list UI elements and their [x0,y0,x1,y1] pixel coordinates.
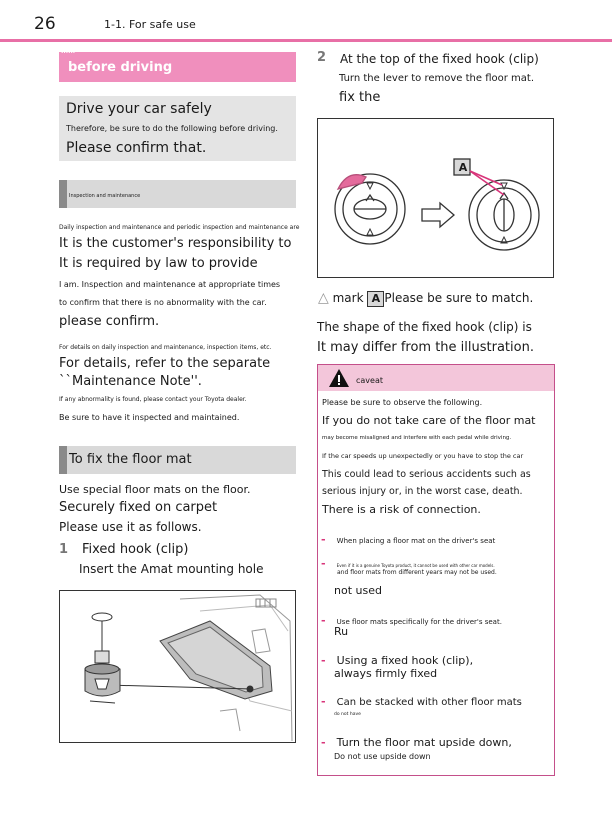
caution-header [318,365,554,391]
caution-bullet [321,609,502,628]
inspection-line: For details on daily inspection and maintenance, inspection items, etc. [59,344,272,351]
caution-line: Please be sure to observe the following. [322,398,483,407]
caution-line: There is a risk of connection. [322,503,481,516]
step-2-title: At the top of the fixed hook (clip) [340,52,539,66]
warning-icon [328,368,350,392]
caution-bullet [321,528,495,547]
bullet-marker: - [321,533,326,546]
bullet-marker: - [321,695,326,708]
intro-line-1: Drive your car safely [66,101,212,117]
section-title: 1-1. For safe use [104,18,196,31]
page-number: 26 [34,14,56,34]
inspection-line: Daily inspection and maintenance and periodic inspection and maintenance are [59,224,300,231]
bullet-subtext: do not have [334,712,361,717]
shape-line: The shape of the fixed hook (clip) is [317,320,532,334]
bullet-subtext: and floor mats from different years may not be used. [337,569,497,576]
step-2-number: 2 [317,50,327,65]
bullet-text: When placing a floor mat on the driver's seat [336,537,496,545]
banner-title: before driving [68,60,173,75]
inspection-line: I am. Inspection and maintenance at appropriate times [59,280,281,289]
bullet-subtext: not used [334,584,382,597]
inspection-line: It is required by law to provide [59,256,258,271]
mark-text: mark [332,291,364,305]
inspection-line: please confirm. [59,314,160,329]
step-2-detail: Turn the lever to remove the floor mat. [339,73,535,84]
inspection-line: Be sure to have it inspected and maintained. [59,413,240,422]
caution-bullet [321,649,473,668]
mark-letter-box: A [367,291,384,307]
bullet-text: Using a fixed hook (clip), [336,654,474,667]
header-rule [0,39,612,42]
bullet-marker: - [321,614,326,627]
caution-label: caveat [356,376,383,385]
inspection-line: It is the customer's responsibility to [59,236,292,251]
inspection-line: to confirm that there is no abnormality with the car. [59,298,267,307]
caution-line: serious injury or, in the worst case, death. [322,486,523,497]
caution-bullet [321,690,522,709]
mark-after-text: Please be sure to match. [384,291,534,305]
bullet-subtext: Ru [334,625,349,638]
intro-line-3: Please confirm that. [66,140,207,156]
caution-line: If you do not take care of the floor mat [322,414,536,427]
clip-drawing [318,119,553,277]
step-1-number: 1 [59,542,69,557]
caution-bullet [321,731,512,750]
caution-line: may become misaligned and interfere with each pedal while driving. [322,435,512,441]
inspection-line: ``Maintenance Note''. [59,374,202,389]
floor-line: Securely fixed on carpet [59,500,218,515]
callout-letter: A [458,161,468,174]
shape-line: It may differ from the illustration. [317,340,534,355]
floor-mat-illustration [59,590,296,743]
bullet-subtext: always firmly fixed [334,667,438,680]
intro-line-2: Therefore, be sure to do the following before driving. [66,124,278,133]
bullet-marker: - [321,557,326,570]
bullet-text: Even if it is a genuine Toyota product, it cannot be used with other car models. [336,563,495,568]
step-2-detail-2: fix the [339,90,381,105]
inspection-line: If any abnormality is found, please contact your Toyota dealer. [59,396,247,403]
floor-line: Use special floor mats on the floor. [59,483,251,496]
floor-line: Please use it as follows. [59,520,202,534]
floor-heading-edge [59,446,67,474]
triangle-icon: △ [318,290,329,306]
bullet-text: Can be stacked with other floor mats [336,697,522,708]
caution-line: If the car speeds up unexpectedly or you have to stop the car [322,452,524,460]
floor-mat-drawing [60,591,295,742]
floor-heading: To fix the floor mat [69,452,192,467]
inspection-heading: Inspection and maintenance [69,193,141,199]
bullet-marker: - [321,736,326,749]
banner-tag: •••••• [61,50,76,55]
bullet-text: Turn the floor mat upside down, [336,736,512,749]
caution-line: This could lead to serious accidents such as [322,469,531,480]
bullet-marker: - [321,654,326,667]
clip-illustration [317,118,554,278]
bullet-subtext: Do not use upside down [334,752,431,761]
inspection-heading-edge [59,180,67,208]
step-1-detail: Insert the Amat mounting hole [79,562,264,576]
step-1-title: Fixed hook (clip) [82,542,189,557]
mark-instruction [318,290,533,307]
bullet-text: Use floor mats specifically for the driver's seat. [336,618,502,626]
inspection-line: For details, refer to the separate [59,356,271,371]
